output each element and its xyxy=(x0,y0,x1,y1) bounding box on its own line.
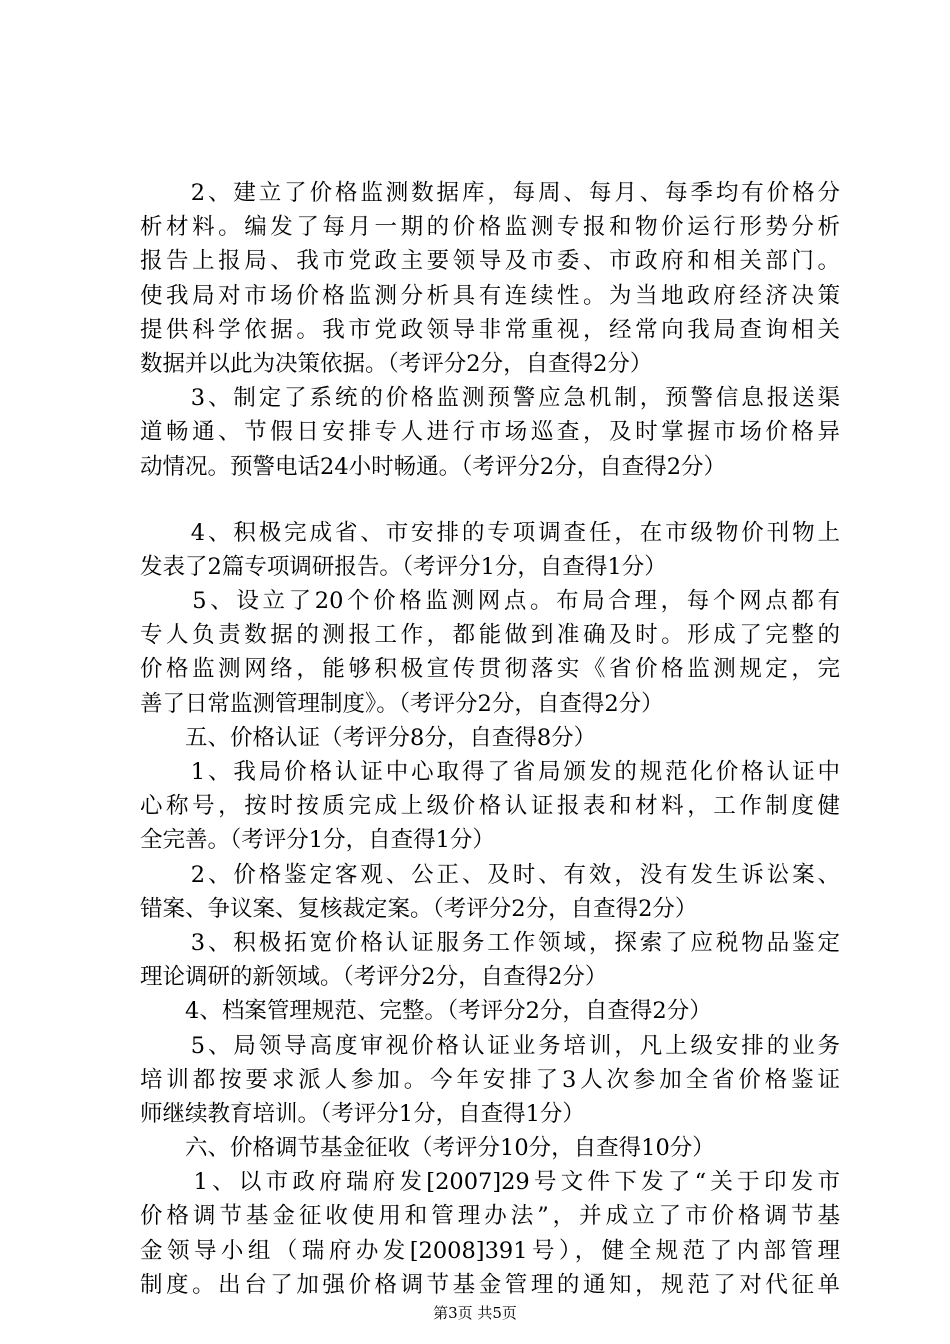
text-line: 2、建立了价格监测数据库，每周、每月、每季均有价格分 xyxy=(140,180,840,206)
text-line: 2、价格鉴定客观、公正、及时、有效，没有发生诉讼案、 xyxy=(140,861,840,888)
text-line: 发表了2篇专项调研报告。（考评分1分，自查得1分） xyxy=(140,553,667,580)
text-line: 数据并以此为决策依据。（考评分2分，自查得2分） xyxy=(140,350,653,377)
text-line: 培训都按要求派人参加。今年安排了3人次参加全省价格鉴证 xyxy=(140,1066,840,1093)
text-line: 制度。出台了加强价格调节基金管理的通知，规范了对代征单 xyxy=(140,1271,840,1298)
text-line: 价格调节基金征收使用和管理办法”，并成立了市价格调节基 xyxy=(140,1203,840,1230)
text-line: 专人负责数据的测报工作，都能做到准确及时。形成了完整的 xyxy=(140,622,840,649)
page-number-footer: 第3页 共5页 xyxy=(433,1304,517,1322)
text-line: 1、以市政府瑞府发[2007]29号文件下发了“关于印发市 xyxy=(140,1169,840,1196)
text-line: 错案、争议案、复核裁定案。（考评分2分，自查得2分） xyxy=(140,895,698,922)
section-heading: 六、价格调节基金征收（考评分10分，自查得10分） xyxy=(140,1135,715,1162)
text-line: 3、积极拓宽价格认证服务工作领域，探索了应税物品鉴定 xyxy=(140,929,840,956)
text-line: 师继续教育培训。（考评分1分，自查得1分） xyxy=(140,1100,585,1127)
text-line: 3、制定了系统的价格监测预警应急机制，预警信息报送渠 xyxy=(140,385,840,412)
text-line: 报告上报局、我市党政主要领导及市委、市政府和相关部门。 xyxy=(140,248,840,275)
text-line: 5、设立了20个价格监测网点。布局合理，每个网点都有 xyxy=(140,588,840,615)
text-line: 析材料。编发了每月一期的价格监测专报和物价运行形势分析 xyxy=(140,214,840,241)
text-line: 善了日常监测管理制度》。（考评分2分，自查得2分） xyxy=(140,690,664,717)
paragraph-block-b xyxy=(140,516,840,1302)
paragraph-gap xyxy=(140,484,840,516)
text-line: 4、档案管理规范、完整。（考评分2分，自查得2分） xyxy=(140,998,712,1025)
text-line: 理论调研的新领域。（考评分2分，自查得2分） xyxy=(140,964,608,991)
text-line: 动情况。预警电话24小时畅通。（考评分2分，自查得2分） xyxy=(140,453,727,480)
text-line: 价格监测网络，能够积极宣传贯彻落实《省价格监测规定，完 xyxy=(140,656,840,683)
text-line: 金领导小组（瑞府办发[2008]391号），健全规范了内部管理 xyxy=(140,1237,840,1264)
section-heading: 五、价格认证（考评分8分，自查得8分） xyxy=(140,724,597,751)
document-body xyxy=(140,176,840,1302)
text-line: 提供科学依据。我市党政领导非常重视，经常向我局查询相关 xyxy=(140,316,840,343)
text-line: 使我局对市场价格监测分析具有连续性。为当地政府经济决策 xyxy=(140,282,840,309)
text-line: 道畅通、节假日安排专人进行市场巡查，及时掌握市场价格异 xyxy=(140,419,840,446)
text-line: 心称号，按时按质完成上级价格认证报表和材料，工作制度健 xyxy=(140,793,840,820)
text-line: 1、我局价格认证中心取得了省局颁发的规范化价格认证中 xyxy=(140,759,840,785)
text-line: 4、积极完成省、市安排的专项调查任，在市级物价刊物上 xyxy=(140,519,840,546)
text-line: 5、局领导高度审视价格认证业务培训，凡上级安排的业务 xyxy=(140,1032,840,1059)
text-line: 全完善。（考评分1分，自查得1分） xyxy=(140,827,495,854)
paragraph-block-a xyxy=(140,176,840,484)
